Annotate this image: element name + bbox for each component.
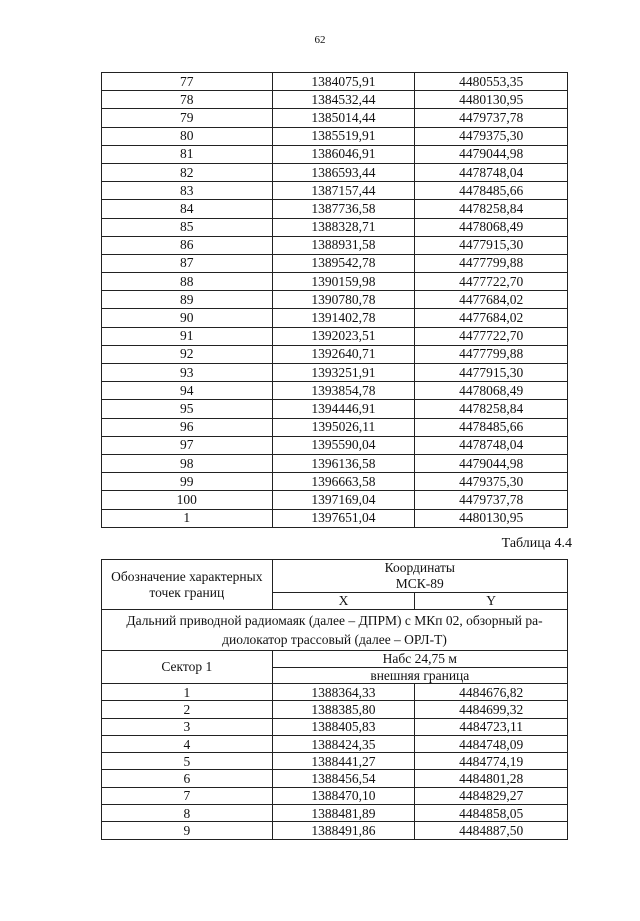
y-coordinate-cell: 4479375,30 xyxy=(415,473,568,491)
point-number-cell: 85 xyxy=(102,218,273,236)
x-coordinate-cell: 1385014,44 xyxy=(272,109,415,127)
x-coordinate-cell: 1388470,10 xyxy=(272,787,415,804)
x-coordinate-cell: 1390780,78 xyxy=(272,291,415,309)
table-row xyxy=(102,473,568,491)
section-title xyxy=(102,610,568,651)
point-number-cell: 8 xyxy=(102,805,273,822)
y-coordinate-cell: 4478748,04 xyxy=(415,436,568,454)
table-row xyxy=(102,805,568,822)
point-number-cell: 1 xyxy=(102,509,273,527)
y-coordinate-cell: 4484774,19 xyxy=(415,753,568,770)
table-row xyxy=(102,273,568,291)
point-number-cell: 93 xyxy=(102,364,273,382)
x-coordinate-cell: 1397169,04 xyxy=(272,491,415,509)
point-number-cell: 5 xyxy=(102,753,273,770)
x-coordinate-cell: 1388405,83 xyxy=(272,718,415,735)
point-number-cell: 95 xyxy=(102,400,273,418)
x-coordinate-cell: 1389542,78 xyxy=(272,254,415,272)
x-coordinate-cell: 1388328,71 xyxy=(272,218,415,236)
point-number-cell: 86 xyxy=(102,236,273,254)
y-coordinate-cell: 4480130,95 xyxy=(415,509,568,527)
table-row xyxy=(102,436,568,454)
x-coordinate-cell: 1388456,54 xyxy=(272,770,415,787)
x-coordinate-cell: 1388385,80 xyxy=(272,701,415,718)
table-row xyxy=(102,218,568,236)
table-row xyxy=(102,327,568,345)
y-coordinate-cell: 4484748,09 xyxy=(415,735,568,752)
y-coordinate-cell: 4480553,35 xyxy=(415,73,568,91)
point-number-cell: 89 xyxy=(102,291,273,309)
page-number: 62 xyxy=(314,34,326,46)
x-coordinate-cell: 1388491,86 xyxy=(272,822,415,839)
point-number-cell: 80 xyxy=(102,127,273,145)
point-number-cell: 2 xyxy=(102,701,273,718)
y-coordinate-cell: 4479375,30 xyxy=(415,127,568,145)
x-coordinate-cell: 1396663,58 xyxy=(272,473,415,491)
point-number-cell: 92 xyxy=(102,345,273,363)
point-number-cell: 6 xyxy=(102,770,273,787)
table-row xyxy=(102,109,568,127)
y-coordinate-cell: 4484887,50 xyxy=(415,822,568,839)
x-coordinate-cell: 1396136,58 xyxy=(272,454,415,472)
x-coordinate-cell: 1387157,44 xyxy=(272,182,415,200)
y-coordinate-cell: 4478485,66 xyxy=(415,418,568,436)
y-coordinate-cell: 4484858,05 xyxy=(415,805,568,822)
table-row xyxy=(102,364,568,382)
table-row xyxy=(102,718,568,735)
table-row xyxy=(102,254,568,272)
table-row xyxy=(102,787,568,804)
table-row xyxy=(102,418,568,436)
table-row xyxy=(102,382,568,400)
x-coordinate-cell: 1388424,35 xyxy=(272,735,415,752)
table-row xyxy=(102,753,568,770)
y-coordinate-cell: 4478258,84 xyxy=(415,200,568,218)
point-number-cell: 94 xyxy=(102,382,273,400)
y-coordinate-cell: 4479737,78 xyxy=(415,109,568,127)
point-number-cell: 1 xyxy=(102,684,273,701)
point-number-cell: 87 xyxy=(102,254,273,272)
point-number-cell: 78 xyxy=(102,91,273,109)
point-number-cell: 91 xyxy=(102,327,273,345)
y-coordinate-cell: 4478748,04 xyxy=(415,163,568,181)
table-row xyxy=(102,770,568,787)
height-label: Набс 24,75 м xyxy=(272,651,567,668)
x-coordinate-cell: 1392640,71 xyxy=(272,345,415,363)
y-coordinate-cell: 4479044,98 xyxy=(415,454,568,472)
table-row xyxy=(102,684,568,701)
point-number-cell: 7 xyxy=(102,787,273,804)
header-x: X xyxy=(272,593,415,610)
table-row xyxy=(102,345,568,363)
x-coordinate-cell: 1386046,91 xyxy=(272,145,415,163)
coordinates-table-continued xyxy=(101,72,568,528)
table-row xyxy=(102,73,568,91)
y-coordinate-cell: 4479044,98 xyxy=(415,145,568,163)
x-coordinate-cell: 1397651,04 xyxy=(272,509,415,527)
point-number-cell: 90 xyxy=(102,309,273,327)
point-number-cell: 88 xyxy=(102,273,273,291)
header-points-label-line1: Обозначение характерных xyxy=(111,568,263,584)
y-coordinate-cell: 4478485,66 xyxy=(415,182,568,200)
table-row xyxy=(102,509,568,527)
x-coordinate-cell: 1388364,33 xyxy=(272,684,415,701)
point-number-cell: 100 xyxy=(102,491,273,509)
point-number-cell: 9 xyxy=(102,822,273,839)
y-coordinate-cell: 4477684,02 xyxy=(415,309,568,327)
y-coordinate-cell: 4480130,95 xyxy=(415,91,568,109)
y-coordinate-cell: 4478068,49 xyxy=(415,218,568,236)
header-points-label-line2: точек границ xyxy=(149,584,225,600)
x-coordinate-cell: 1390159,98 xyxy=(272,273,415,291)
table-row xyxy=(102,236,568,254)
y-coordinate-cell: 4484829,27 xyxy=(415,787,568,804)
x-coordinate-cell: 1388441,27 xyxy=(272,753,415,770)
table-row xyxy=(102,127,568,145)
table-caption: Таблица 4.4 xyxy=(501,536,572,551)
point-number-cell: 79 xyxy=(102,109,273,127)
table-row xyxy=(102,735,568,752)
x-coordinate-cell: 1384075,91 xyxy=(272,73,415,91)
table-row xyxy=(102,400,568,418)
y-coordinate-cell: 4484801,28 xyxy=(415,770,568,787)
table-row xyxy=(102,91,568,109)
y-coordinate-cell: 4477722,70 xyxy=(415,273,568,291)
x-coordinate-cell: 1387736,58 xyxy=(272,200,415,218)
table-row xyxy=(102,182,568,200)
y-coordinate-cell: 4477684,02 xyxy=(415,291,568,309)
point-number-cell: 98 xyxy=(102,454,273,472)
y-coordinate-cell: 4477915,30 xyxy=(415,236,568,254)
x-coordinate-cell: 1386593,44 xyxy=(272,163,415,181)
point-number-cell: 81 xyxy=(102,145,273,163)
y-coordinate-cell: 4479737,78 xyxy=(415,491,568,509)
x-coordinate-cell: 1394446,91 xyxy=(272,400,415,418)
x-coordinate-cell: 1393251,91 xyxy=(272,364,415,382)
y-coordinate-cell: 4477799,88 xyxy=(415,345,568,363)
table-row xyxy=(102,491,568,509)
y-coordinate-cell: 4477722,70 xyxy=(415,327,568,345)
x-coordinate-cell: 1388481,89 xyxy=(272,805,415,822)
y-coordinate-cell: 4477915,30 xyxy=(415,364,568,382)
header-coordinates-line1: Координаты xyxy=(384,560,455,575)
y-coordinate-cell: 4484723,11 xyxy=(415,718,568,735)
point-number-cell: 83 xyxy=(102,182,273,200)
table-row xyxy=(102,163,568,181)
point-number-cell: 96 xyxy=(102,418,273,436)
x-coordinate-cell: 1388931,58 xyxy=(272,236,415,254)
table-row xyxy=(102,454,568,472)
table-row xyxy=(102,701,568,718)
section-title-line2: диолокатор трассовый (далее – ОРЛ-Т) xyxy=(222,632,447,647)
point-number-cell: 84 xyxy=(102,200,273,218)
point-number-cell: 99 xyxy=(102,473,273,491)
y-coordinate-cell: 4477799,88 xyxy=(415,254,568,272)
point-number-cell: 97 xyxy=(102,436,273,454)
header-coordinates-line2: МСК-89 xyxy=(395,576,444,591)
y-coordinate-cell: 4478258,84 xyxy=(415,400,568,418)
table-row xyxy=(102,822,568,839)
header-points-label xyxy=(102,560,273,610)
x-coordinate-cell: 1392023,51 xyxy=(272,327,415,345)
y-coordinate-cell: 4484699,32 xyxy=(415,701,568,718)
table-row xyxy=(102,291,568,309)
x-coordinate-cell: 1391402,78 xyxy=(272,309,415,327)
point-number-cell: 82 xyxy=(102,163,273,181)
point-number-cell: 77 xyxy=(102,73,273,91)
x-coordinate-cell: 1385519,91 xyxy=(272,127,415,145)
x-coordinate-cell: 1384532,44 xyxy=(272,91,415,109)
point-number-cell: 3 xyxy=(102,718,273,735)
y-coordinate-cell: 4484676,82 xyxy=(415,684,568,701)
point-number-cell: 4 xyxy=(102,735,273,752)
table-row xyxy=(102,309,568,327)
x-coordinate-cell: 1395590,04 xyxy=(272,436,415,454)
table-row xyxy=(102,200,568,218)
sector-label: Сектор 1 xyxy=(102,651,273,684)
y-coordinate-cell: 4478068,49 xyxy=(415,382,568,400)
header-coordinates xyxy=(272,560,567,593)
x-coordinate-cell: 1393854,78 xyxy=(272,382,415,400)
table-row xyxy=(102,145,568,163)
boundary-label: внешняя граница xyxy=(272,668,567,684)
header-y: Y xyxy=(415,593,568,610)
x-coordinate-cell: 1395026,11 xyxy=(272,418,415,436)
coordinates-table-4-4 xyxy=(101,559,568,840)
section-title-line1: Дальний приводной радиомаяк (далее – ДПРМ) с МКп 02, обзорный ра- xyxy=(126,613,543,628)
